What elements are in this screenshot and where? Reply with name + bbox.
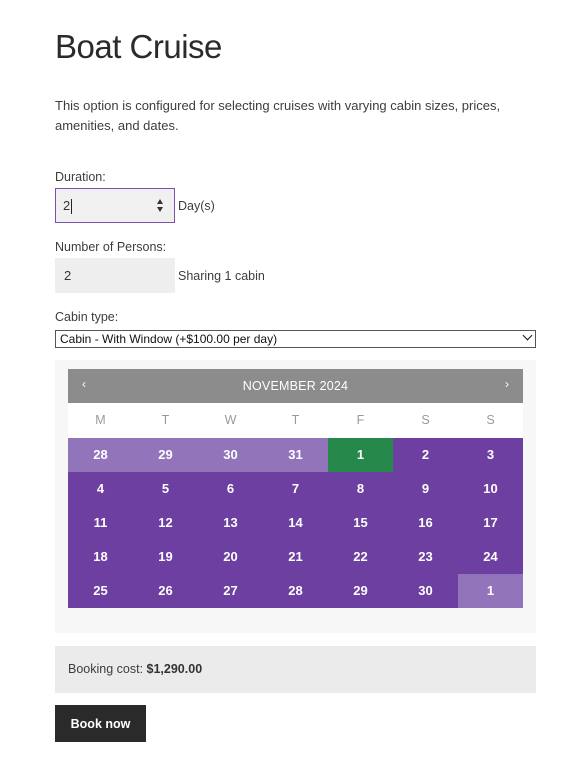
calendar-day-other-month[interactable]: 28 [68, 438, 133, 472]
calendar-day[interactable]: 23 [393, 540, 458, 574]
calendar-day[interactable]: 19 [133, 540, 198, 574]
calendar-day[interactable]: 24 [458, 540, 523, 574]
text-caret [71, 199, 72, 214]
duration-unit: Day(s) [178, 199, 215, 213]
calendar-day[interactable]: 25 [68, 574, 133, 608]
calendar-day[interactable]: 20 [198, 540, 263, 574]
calendar-day[interactable]: 16 [393, 506, 458, 540]
next-month-icon[interactable]: › [505, 377, 509, 391]
stepper-down-icon[interactable] [157, 207, 163, 212]
duration-label: Duration: [55, 170, 106, 184]
calendar-header [68, 369, 523, 403]
duration-stepper-icon[interactable] [157, 198, 165, 214]
calendar-day-other-month[interactable]: 29 [133, 438, 198, 472]
calendar-day[interactable]: 28 [263, 574, 328, 608]
calendar-day[interactable]: 10 [458, 472, 523, 506]
calendar-day[interactable]: 3 [458, 438, 523, 472]
calendar-day-other-month[interactable]: 31 [263, 438, 328, 472]
calendar-day[interactable]: 27 [198, 574, 263, 608]
chevron-down-icon [523, 331, 533, 341]
calendar-day[interactable]: 29 [328, 574, 393, 608]
booking-cost [55, 646, 536, 693]
duration-input[interactable] [55, 188, 175, 223]
calendar-day[interactable]: 22 [328, 540, 393, 574]
calendar-month-title: NOVEMBER 2024 [242, 379, 349, 393]
calendar-day[interactable]: 13 [198, 506, 263, 540]
duration-value: 2 [63, 198, 71, 213]
calendar-day[interactable]: 9 [393, 472, 458, 506]
calendar-grid [68, 403, 523, 608]
book-now-button[interactable]: Book now [55, 705, 146, 742]
weekday-header: S [393, 403, 458, 438]
calendar-day[interactable]: 17 [458, 506, 523, 540]
calendar-day[interactable]: 26 [133, 574, 198, 608]
calendar-day[interactable]: 30 [393, 574, 458, 608]
booking-cost-label: Booking cost: [68, 662, 144, 676]
weekday-header: F [328, 403, 393, 438]
persons-value: 2 [64, 268, 72, 283]
page-title: Boat Cruise [55, 28, 222, 65]
calendar-day[interactable]: 2 [393, 438, 458, 472]
calendar-day-other-month[interactable]: 1 [458, 574, 523, 608]
calendar-day[interactable]: 15 [328, 506, 393, 540]
calendar-day[interactable]: 18 [68, 540, 133, 574]
calendar-day[interactable]: 11 [68, 506, 133, 540]
weekday-header: M [68, 403, 133, 438]
prev-month-icon[interactable]: ‹ [82, 377, 86, 391]
calendar-day[interactable]: 21 [263, 540, 328, 574]
persons-note: Sharing 1 cabin [178, 269, 265, 283]
cabin-type-selected: Cabin - With Window (+$100.00 per day) [60, 332, 278, 346]
booking-cost-value: $1,290.00 [146, 662, 203, 676]
calendar-day[interactable]: 4 [68, 472, 133, 506]
calendar-day-today[interactable]: 1 [328, 438, 393, 472]
weekday-header: T [133, 403, 198, 438]
stepper-up-icon[interactable] [157, 199, 163, 204]
weekday-header: S [458, 403, 523, 438]
calendar-day[interactable]: 7 [263, 472, 328, 506]
calendar-day-other-month[interactable]: 30 [198, 438, 263, 472]
cabin-type-label: Cabin type: [55, 310, 119, 324]
date-picker [55, 360, 536, 633]
weekday-header: T [263, 403, 328, 438]
calendar-day[interactable]: 5 [133, 472, 198, 506]
calendar-day[interactable]: 14 [263, 506, 328, 540]
calendar-day[interactable]: 8 [328, 472, 393, 506]
persons-label: Number of Persons: [55, 240, 167, 254]
product-description: This option is configured for selecting cruises with varying cabin sizes, prices, amenities, and dates. [55, 98, 501, 133]
calendar-day[interactable]: 12 [133, 506, 198, 540]
persons-input[interactable] [55, 258, 175, 293]
cabin-type-select[interactable] [55, 330, 536, 348]
weekday-header: W [198, 403, 263, 438]
calendar-day[interactable]: 6 [198, 472, 263, 506]
